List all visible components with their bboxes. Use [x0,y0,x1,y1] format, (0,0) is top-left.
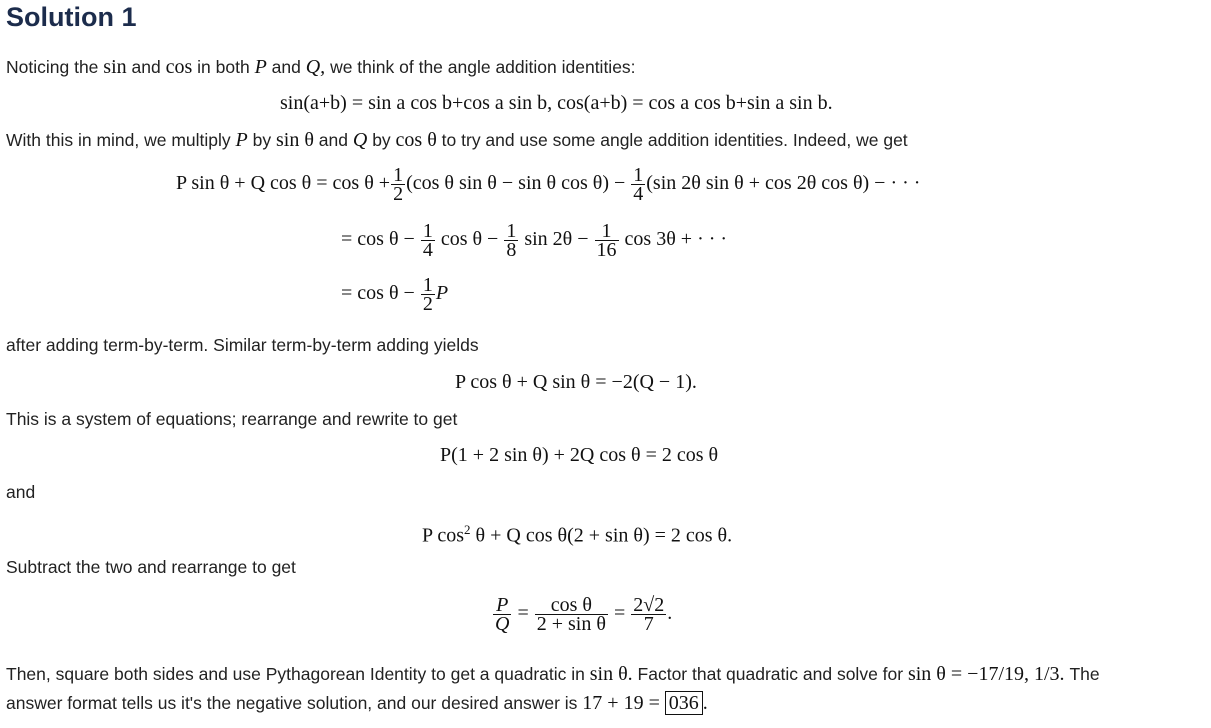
ratio-equation [492,596,672,633]
text: to try and use some angle addition identities. Indeed, we get [441,130,908,150]
solution-heading: Solution 1 [6,2,137,32]
subtract-paragraph: Subtract the two and rearrange to get [6,557,296,577]
numerator: cos θ [535,596,608,615]
text: The [1069,664,1100,684]
math-sin-theta: sin θ [275,129,314,151]
and-paragraph: and [6,482,36,502]
rewritten-equation-2 [422,518,732,548]
text: by [252,130,272,150]
math-cos: cos [165,56,193,78]
denominator: 7 [643,613,654,635]
period: . [702,692,708,714]
math-q: Q [352,129,368,151]
system-paragraph: This is a system of equations; rearrange and rewrite to get [6,409,458,429]
numerator: 1 [422,220,433,242]
align-text: = cos θ − [341,228,415,251]
equals-sign: = [613,602,626,625]
angle-addition-equation: sin(a+b) = sin a cos b+cos a sin b, cos(a+b) = cos a cos b+sin a sin b. [280,92,833,114]
numerator: 1 [506,220,517,242]
align-text: (sin 2θ sin θ + cos 2θ cos θ) − · · · [646,172,921,195]
align-text: P sin θ + Q cos θ = cos θ + [176,172,391,195]
text: Factor that quadratic and solve for [637,664,904,684]
text: in both [197,57,250,77]
eq-text: θ + Q cos θ(2 + sin θ) = 2 cos θ. [475,524,733,547]
align-row-1 [176,166,920,203]
denominator: 4 [633,183,644,205]
term-by-term-paragraph: after adding term-by-term. Similar term-by-term adding yields [6,335,479,355]
math-p: P [254,56,267,78]
align-row-3 [341,276,448,313]
fraction [631,166,645,203]
fraction [535,596,608,633]
text: With this in mind, we multiply [6,130,231,150]
equals-sign: = [517,602,529,625]
math-p: P [235,129,248,151]
fraction [631,596,666,633]
align-text: P [435,282,449,305]
eq-text: P cos [422,524,465,547]
denominator: Q [495,613,510,635]
text: and [318,130,348,150]
fraction [493,596,511,633]
numerator: 1 [595,222,619,241]
numerator: 1 [633,164,644,186]
denominator: 8 [506,239,517,261]
denominator: 4 [422,239,433,261]
denominator: 16 [596,239,617,261]
fraction [504,222,518,259]
final-paragraph-line-1 [6,663,1100,685]
text: Noticing the [6,57,99,77]
numerator: P [493,596,511,615]
align-text: (cos θ sin θ − sin θ cos θ) − [406,172,626,195]
fraction [391,166,405,203]
text: answer format tells us it's the negative solution, and our desired answer is [6,693,578,713]
intro-paragraph [6,56,636,78]
text: we think of the angle addition identities: [330,57,636,77]
align-text: cos θ − [440,228,499,251]
boxed-answer: 036 [665,691,703,715]
multiply-paragraph [6,129,908,151]
fraction [595,222,619,259]
denominator: 2 [422,293,433,315]
text: Then, square both sides and use Pythagorean Identity to get a quadratic in [6,664,585,684]
numerator: 1 [393,164,404,186]
final-paragraph-line-2 [6,692,708,714]
align-text: cos 3θ + · · · [624,228,728,251]
numerator: 1 [422,274,433,296]
math-cos-theta: cos θ [395,129,437,151]
denominator: 2 [393,183,404,205]
exponent: 2 [464,522,471,537]
rewritten-equation-1: P(1 + 2 sin θ) + 2Q cos θ = 2 cos θ [440,444,719,466]
math-solution: sin θ = −17/19, 1/3. [907,663,1065,685]
align-text: sin 2θ − [524,228,589,251]
math-sum: 17 + 19 = [582,692,660,714]
text: by [372,130,391,150]
fraction [421,276,435,313]
math-q: Q, [305,56,326,78]
numerator: 2√2 [633,594,665,616]
text: and [271,57,301,77]
denominator: 2 + sin θ [536,613,606,635]
align-row-2 [341,222,727,259]
period: . [667,602,673,625]
math-sin: sin [103,56,127,78]
fraction [421,222,435,259]
text: and [131,57,161,77]
align-text: = cos θ − [341,282,415,305]
second-equation: P cos θ + Q sin θ = −2(Q − 1). [455,371,697,393]
math-sin-theta: sin θ. [589,663,633,685]
